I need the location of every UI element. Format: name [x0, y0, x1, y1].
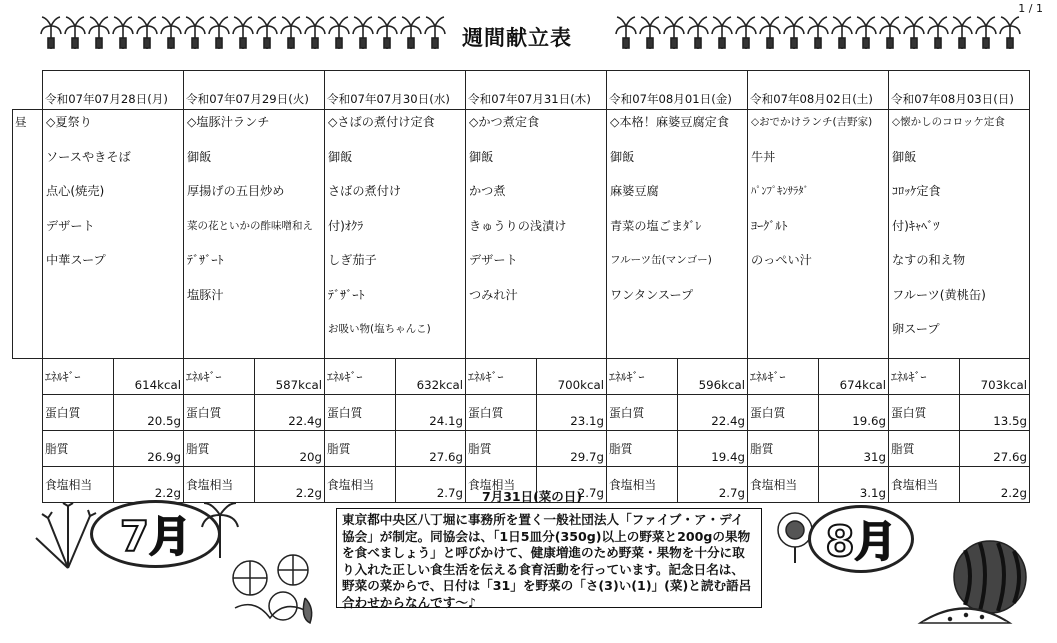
palm-tree-icon	[256, 14, 278, 50]
nutrient-value: 674kcal	[819, 358, 889, 394]
day-dishes	[325, 110, 466, 359]
day-date: 令和07年07月28日(月)	[43, 71, 184, 110]
day-date: 令和07年08月02日(土)	[748, 71, 889, 110]
nutrient-value: 3.1g	[819, 466, 889, 502]
nutrient-value: 2.7g	[678, 466, 748, 502]
palm-border-left	[40, 14, 450, 52]
palm-tree-icon	[687, 14, 709, 50]
palm-tree-icon	[903, 14, 925, 50]
nutrient-value: 632kcal	[396, 358, 466, 394]
palm-tree-icon	[40, 14, 62, 50]
dish-item: お吸い物(塩ちゃんこ)	[328, 323, 431, 335]
nutrient-label: 食塩相当	[184, 466, 255, 502]
palm-tree-icon	[376, 14, 398, 50]
dish-item: 塩豚汁	[187, 287, 224, 302]
nutrient-spacer	[13, 466, 43, 502]
dish-item: 御飯	[892, 149, 917, 164]
palm-tree-icon	[807, 14, 829, 50]
nutrient-label: 食塩相当	[607, 466, 678, 502]
dish-item: ◇かつ煮定食	[469, 115, 540, 129]
dish-item: ◇夏祭り	[46, 115, 92, 129]
nutrient-label: 食塩相当	[466, 466, 537, 502]
nutrient-spacer	[13, 394, 43, 430]
dish-item: かつ煮	[469, 184, 506, 198]
nutrient-value: 24.1g	[396, 394, 466, 430]
palm-tree-icon	[400, 14, 422, 50]
nutrient-label: 食塩相当	[889, 466, 960, 502]
nutrient-value: 13.5g	[960, 394, 1030, 430]
palm-tree-icon	[64, 14, 86, 50]
nutrient-label: 脂質	[466, 430, 537, 466]
meal-label: 昼	[13, 110, 43, 359]
palm-tree-icon	[304, 14, 326, 50]
july-label: 7月	[119, 512, 192, 561]
dish-item: ﾃﾞｻﾞｰﾄ	[187, 253, 224, 267]
nutrient-value: 23.1g	[537, 394, 607, 430]
dish-item: ﾖｰｸﾞﾙﾄ	[751, 218, 788, 233]
palm-tree-icon	[855, 14, 877, 50]
nutrient-label: ｴﾈﾙｷﾞｰ	[607, 358, 678, 394]
dish-item: 御飯	[610, 149, 635, 164]
day-date: 令和07年07月29日(火)	[184, 71, 325, 110]
palm-tree-icon	[208, 14, 230, 50]
dish-item: ソースやきそば	[46, 149, 131, 164]
dish-item: 菜の花といかの酢味噌和え	[187, 219, 313, 232]
nutrient-label: 食塩相当	[43, 466, 114, 502]
august-badge	[808, 505, 914, 573]
dish-item: 御飯	[469, 149, 494, 164]
nutrient-label: 脂質	[43, 430, 114, 466]
nutrient-label: 脂質	[889, 430, 960, 466]
palm-tree-icon	[927, 14, 949, 50]
nutrient-value: 27.6g	[396, 430, 466, 466]
nutrient-label: 蛋白質	[889, 394, 960, 430]
nutrient-label: 脂質	[184, 430, 255, 466]
nutrient-label: 食塩相当	[748, 466, 819, 502]
corner-cell	[13, 71, 43, 110]
dish-item: デザート	[469, 253, 518, 267]
dish-item: ◇本格！麻婆豆腐定食	[610, 115, 730, 129]
palm-tree-icon	[352, 14, 374, 50]
dish-item: 麻婆豆腐	[610, 184, 659, 198]
dish-item: のっぺい汁	[751, 253, 812, 267]
palm-tree-icon	[975, 14, 997, 50]
palm-tree-icon	[735, 14, 757, 50]
dish-item: 御飯	[328, 149, 353, 164]
day-dishes	[607, 110, 748, 359]
watermelon-icon	[910, 535, 1050, 640]
nutrient-label: 食塩相当	[325, 466, 396, 502]
dish-item: ｺﾛｯｹ定食	[892, 184, 941, 198]
nutrient-value: 2.2g	[960, 466, 1030, 502]
dish-item: デザート	[46, 218, 95, 233]
dish-item: ◇懐かしのコロッケ定食	[892, 116, 1005, 128]
palm-tree-icon	[232, 14, 254, 50]
dish-item: 厚揚げの五目炒め	[187, 184, 285, 198]
nutrient-value: 26.9g	[114, 430, 184, 466]
note-box: 東京都中央区八丁堀に事務所を置く一般社団法人「ファイブ・ア・デイ協会」が制定。同協会は、「1日5皿分(350g)以上の野菜と200gの果物を食べましょう」と呼びかけて、健康増進のため野菜・果物を十分に取り入れた正しい食生活を伝える食育活動を行っています。記念日名は、野菜の菜からで、日付は「31」を野菜の「さ(3)い(1)」(菜)と読む語呂合わせからなんです～♪	[336, 508, 762, 608]
nutrient-value: 614kcal	[114, 358, 184, 394]
dish-item: 御飯	[187, 149, 212, 164]
nutrient-label: 脂質	[607, 430, 678, 466]
palm-tree-icon	[759, 14, 781, 50]
palm-tree-icon	[136, 14, 158, 50]
nutrient-value: 700kcal	[537, 358, 607, 394]
nutrient-value: 22.4g	[255, 394, 325, 430]
nutrient-value: 2.2g	[114, 466, 184, 502]
nutrient-value: 31g	[819, 430, 889, 466]
palm-tree-icon	[328, 14, 350, 50]
day-dishes	[889, 110, 1030, 359]
nutrient-value: 19.6g	[819, 394, 889, 430]
palm-tree-icon	[615, 14, 637, 50]
page-title: 週間献立表	[462, 26, 572, 50]
palm-tree-icon	[663, 14, 685, 50]
caption: 7月31日(菜の日)	[482, 489, 583, 504]
august-label: 8月	[825, 517, 897, 566]
day-date: 令和07年08月03日(日)	[889, 71, 1030, 110]
nutrient-value: 2.2g	[255, 466, 325, 502]
nutrient-value: 587kcal	[255, 358, 325, 394]
nutrient-value: 22.4g	[678, 394, 748, 430]
palm-tree-icon	[639, 14, 661, 50]
palm-tree-icon	[88, 14, 110, 50]
palm-tree-icon	[951, 14, 973, 50]
day-dishes	[748, 110, 889, 359]
nutrient-spacer	[13, 358, 43, 394]
dish-item: 付)ｵｸﾗ	[328, 218, 364, 233]
nutrient-label: 蛋白質	[607, 394, 678, 430]
dish-item: さばの煮付け	[328, 184, 402, 198]
nutrient-value: 27.6g	[960, 430, 1030, 466]
day-date: 令和07年08月01日(金)	[607, 71, 748, 110]
day-dishes	[43, 110, 184, 359]
dish-item: しぎ茄子	[328, 253, 377, 267]
palm-tree-icon	[999, 14, 1021, 50]
dish-item: ﾃﾞｻﾞｰﾄ	[328, 287, 365, 302]
dish-item: なすの和え物	[892, 253, 966, 267]
nutrient-label: 蛋白質	[43, 394, 114, 430]
palm-tree-icon	[424, 14, 446, 50]
nutrient-value: 29.7g	[537, 430, 607, 466]
day-date: 令和07年07月31日(木)	[466, 71, 607, 110]
nutrient-label: 蛋白質	[184, 394, 255, 430]
nutrient-value: 20g	[255, 430, 325, 466]
palm-tree-icon	[112, 14, 134, 50]
nutrient-value: 20.5g	[114, 394, 184, 430]
dish-item: 牛丼	[751, 149, 776, 164]
nutrient-label: ｴﾈﾙｷﾞｰ	[748, 358, 819, 394]
nutrient-label: 蛋白質	[325, 394, 396, 430]
dish-item: 付)ｷｬﾍﾞﾂ	[892, 218, 940, 233]
day-dishes	[466, 110, 607, 359]
dish-item: 卵スープ	[892, 322, 940, 336]
nutrient-value: 2.7g	[537, 466, 607, 502]
dish-item: ﾊﾟﾝﾌﾟｷﾝｻﾗﾀﾞ	[751, 185, 809, 197]
dish-item: 点心(焼売)	[46, 184, 105, 198]
day-date: 令和07年07月30日(水)	[325, 71, 466, 110]
palm-border-right	[615, 14, 1025, 52]
dish-item: ◇塩豚汁ランチ	[187, 115, 270, 129]
nutrient-label: 脂質	[748, 430, 819, 466]
nutrient-label: 脂質	[325, 430, 396, 466]
dish-item: 中華スープ	[46, 253, 106, 267]
nutrient-label: 蛋白質	[748, 394, 819, 430]
dish-item: きゅうりの浅漬け	[469, 218, 567, 233]
morning-glory-icon	[225, 548, 330, 628]
nutrient-label: ｴﾈﾙｷﾞｰ	[889, 358, 960, 394]
dish-item: つみれ汁	[469, 287, 518, 302]
nutrient-spacer	[13, 430, 43, 466]
dish-item: ◇さばの煮付け定食	[328, 115, 435, 129]
palm-tree-icon	[831, 14, 853, 50]
nutrient-label: ｴﾈﾙｷﾞｰ	[184, 358, 255, 394]
dish-item: ワンタンスープ	[610, 287, 694, 302]
palm-tree-icon	[280, 14, 302, 50]
menu-table	[12, 70, 1030, 503]
nutrient-value: 703kcal	[960, 358, 1030, 394]
nutrient-value: 19.4g	[678, 430, 748, 466]
dish-item: 青菜の塩ごまﾀﾞﾚ	[610, 218, 702, 233]
palm-tree-icon	[711, 14, 733, 50]
nutrient-value: 596kcal	[678, 358, 748, 394]
nutrient-label: ｴﾈﾙｷﾞｰ	[43, 358, 114, 394]
day-dishes	[184, 110, 325, 359]
dish-item: フルーツ缶(マンゴー)	[610, 254, 712, 266]
dish-item: フルーツ(黄桃缶)	[892, 287, 986, 302]
palm-tree-icon	[160, 14, 182, 50]
nutrient-label: ｴﾈﾙｷﾞｰ	[325, 358, 396, 394]
page-number: 1 / 1	[1018, 2, 1043, 15]
palm-tree-icon	[783, 14, 805, 50]
nutrient-value: 2.7g	[396, 466, 466, 502]
dish-item: ◇おでかけランチ(吉野家)	[751, 116, 873, 128]
palm-tree-icon	[879, 14, 901, 50]
nutrient-label: 蛋白質	[466, 394, 537, 430]
nutrient-label: ｴﾈﾙｷﾞｰ	[466, 358, 537, 394]
palm-tree-icon	[184, 14, 206, 50]
